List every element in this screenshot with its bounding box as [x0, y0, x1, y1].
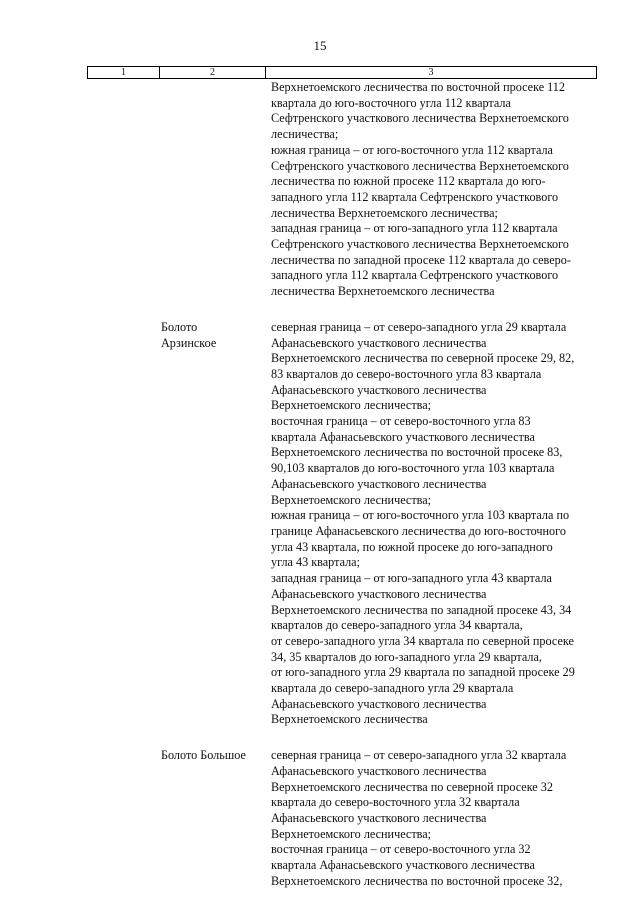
description-line: Афанасьевского участкового лесничества: [271, 335, 487, 350]
description-line: Верхнетоемского лесничества;: [271, 398, 432, 413]
description-line: 83 кварталов до северо-восточного угла 83 квартала: [271, 366, 542, 381]
description-line: лесничества Верхнетоемского лесничества;: [271, 205, 498, 220]
description-line: угла 43 квартала, по южной просеке до юго-западного: [271, 539, 553, 554]
description-line: Сефтренского участкового лесничества Верхнетоемского: [271, 111, 569, 126]
description-line: Верхнетоемского лесничества;: [271, 492, 432, 507]
description-line: Верхнетоемского лесничества;: [271, 826, 432, 841]
column-header-2: 2: [160, 67, 266, 78]
description-line: Сефтренского участкового лесничества Верхнетоемского: [271, 237, 569, 252]
description-line: 90,103 кварталов до юго-восточного угла 103 квартала: [271, 461, 555, 476]
description-line: восточная граница – от северо-восточного угла 32: [271, 842, 531, 857]
cell-number: [87, 320, 159, 728]
cell-object-name: [159, 320, 265, 728]
table-row: [87, 748, 597, 889]
description-line: Афанасьевского участкового лесничества: [271, 476, 487, 491]
column-header-1: 1: [88, 67, 160, 78]
description-line: лесничества по западной просеке 112 квартала до северо-: [271, 252, 571, 267]
description-line: квартала Афанасьевского участкового лесничества: [271, 429, 535, 444]
description-line: Верхнетоемского лесничества по западной просеке 43, 34: [271, 602, 572, 617]
description-line: лесничества;: [271, 127, 339, 142]
description-line: северная граница – от северо-западного угла 32 квартала: [271, 748, 567, 763]
description-line: Афанасьевского участкового лесничества: [271, 810, 487, 825]
cell-boundary-description: [265, 80, 597, 300]
table-header: [87, 66, 597, 79]
description-line: Афанасьевского участкового лесничества: [271, 586, 487, 601]
description-line: Афанасьевского участкового лесничества: [271, 696, 487, 711]
description-line: западного угла 112 квартала Сефтренского участкового: [271, 268, 559, 283]
description-line: лесничества Верхнетоемского лесничества: [271, 284, 495, 299]
description-line: Верхнетоемского лесничества по восточной просеке 112: [271, 80, 565, 94]
object-name-line: Арзинское: [161, 335, 217, 350]
cell-object-name: [159, 80, 265, 300]
description-line: угла 43 квартала;: [271, 555, 360, 570]
table-row: [87, 320, 597, 728]
description-line: западного угла 112 квартала Сефтренского участкового: [271, 189, 559, 204]
description-line: Афанасьевского участкового лесничества: [271, 382, 487, 397]
column-header-3: 3: [428, 67, 434, 78]
description-line: лесничества по южной просеке 112 квартала до юго-: [271, 174, 546, 189]
description-line: границе Афанасьевского лесничества до юго-восточного: [271, 523, 566, 538]
description-line: Сефтренского участкового лесничества Верхнетоемского: [271, 158, 569, 173]
description-line: северная граница – от северо-западного угла 29 квартала: [271, 319, 567, 334]
description-line: квартала до северо-западного угла 29 квартала: [271, 681, 514, 696]
description-line: квартала до северо-восточного угла 32 квартала: [271, 795, 520, 810]
cell-boundary-description: [265, 320, 597, 728]
description-line: кварталов до северо-западного угла 34 квартала,: [271, 618, 523, 633]
cell-number: [87, 80, 159, 300]
description-line: Верхнетоемского лесничества по северной просеке 29, 82,: [271, 351, 575, 366]
description-line: Верхнетоемского лесничества: [271, 712, 428, 727]
page-number: 15: [313, 38, 327, 53]
description-line: Верхнетоемского лесничества по восточной просеке 32,: [271, 873, 563, 888]
description-line: Афанасьевского участкового лесничества: [271, 763, 487, 778]
description-line: восточная граница – от северо-восточного угла 83: [271, 414, 531, 429]
cell-object-name: [159, 748, 265, 889]
description-line: квартала до юго-восточного угла 112 квартала: [271, 95, 511, 110]
description-line: квартала Афанасьевского участкового лесничества: [271, 858, 535, 873]
row-gap: [87, 300, 597, 320]
object-name-line: Болото: [161, 319, 198, 334]
cell-number: [87, 748, 159, 889]
description-line: западная граница – от юго-западного угла 43 квартала: [271, 571, 552, 586]
description-line: западная граница – от юго-западного угла 112 квартала: [271, 221, 558, 236]
cell-boundary-description: [265, 748, 597, 889]
description-line: от юго-западного угла 29 квартала по западной просеке 29: [271, 665, 575, 680]
table-row: [87, 80, 597, 300]
row-gap: [87, 728, 597, 748]
description-line: Верхнетоемского лесничества по северной просеке 32: [271, 779, 553, 794]
description-line: Верхнетоемского лесничества по восточной просеке 83,: [271, 445, 563, 460]
description-line: от северо-западного угла 34 квартала по северной просеке: [271, 633, 574, 648]
description-line: 34, 35 кварталов до юго-западного угла 29 квартала,: [271, 649, 542, 664]
table-body: [87, 80, 597, 889]
description-line: южная граница – от юго-восточного угла 103 квартала по: [271, 508, 570, 523]
object-name-line: Болото Большое: [161, 748, 246, 763]
description-line: южная граница – от юго-восточного угла 112 квартала: [271, 142, 553, 157]
